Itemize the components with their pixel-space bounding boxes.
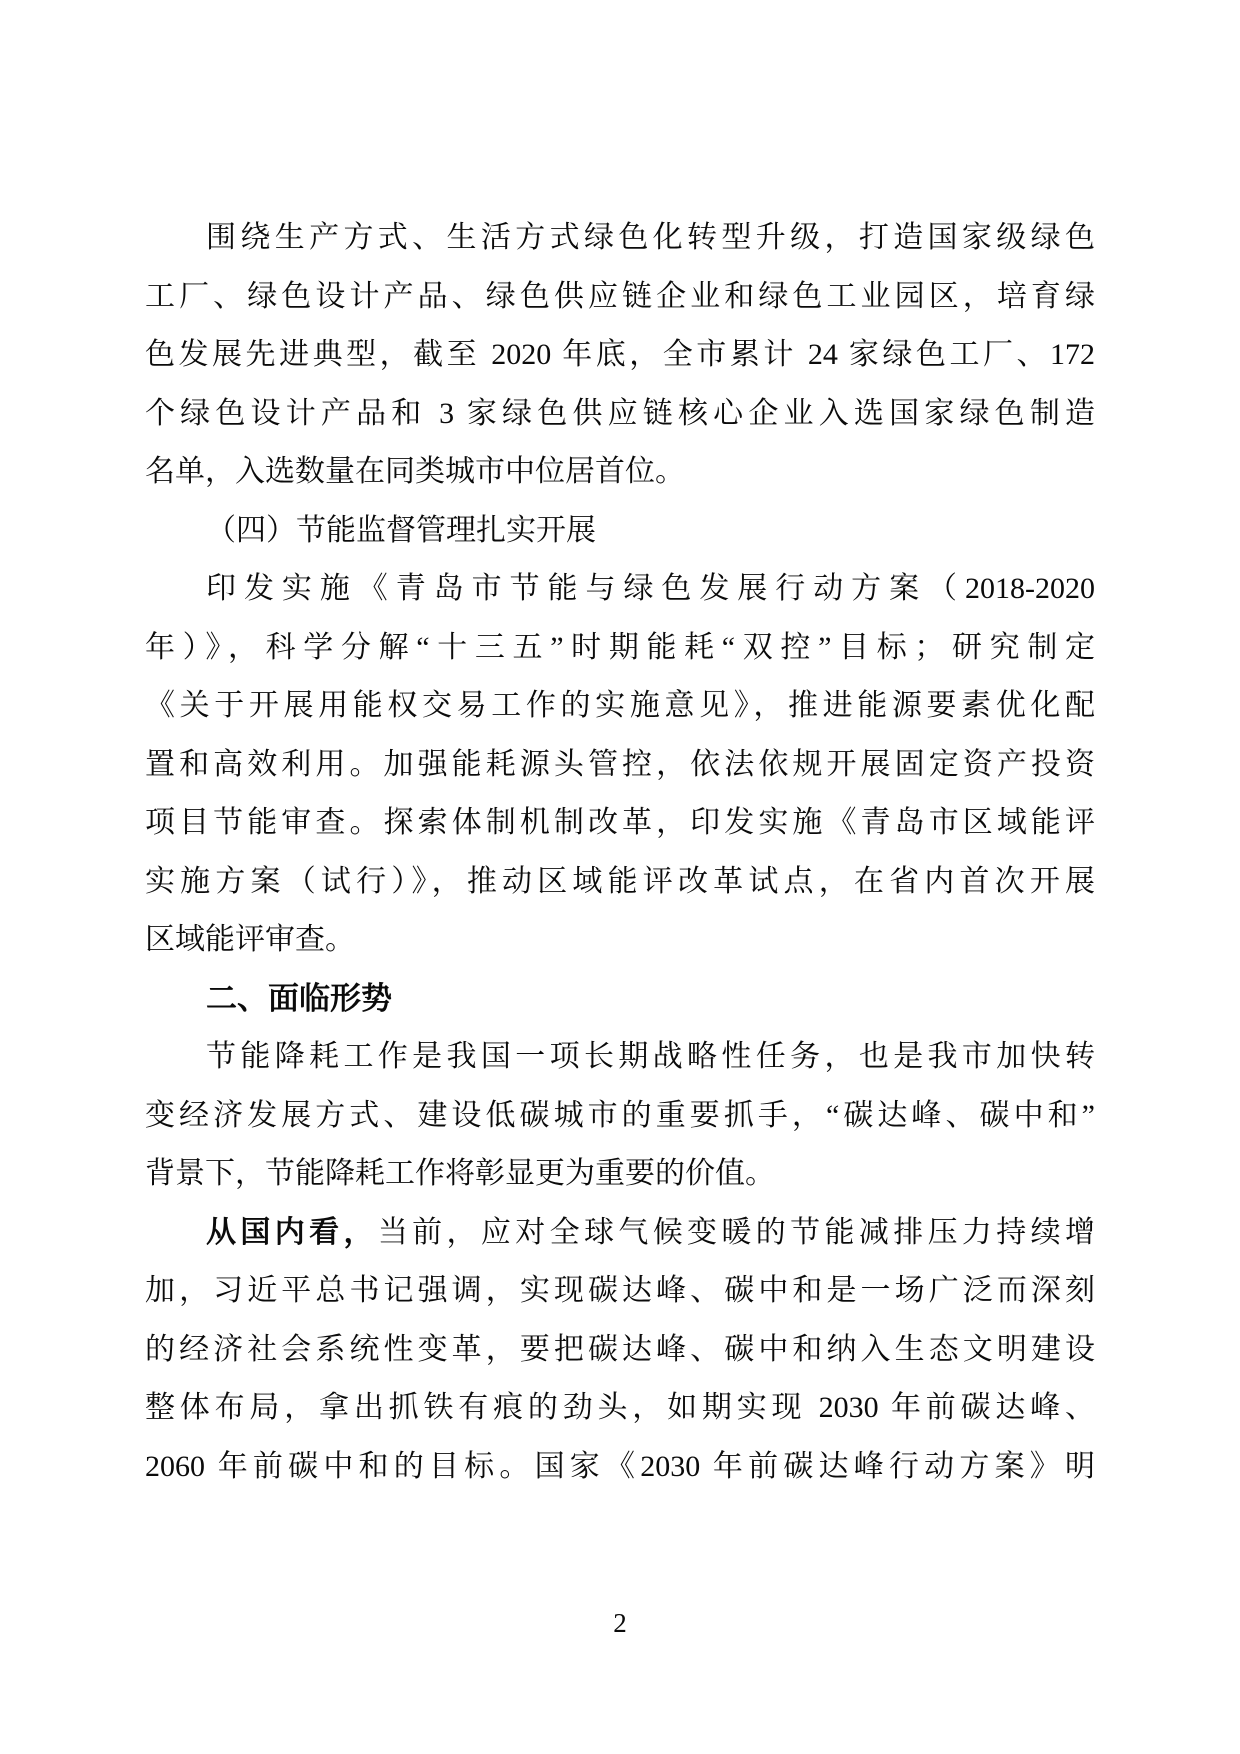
paragraph-line: 2060 年前碳中和的目标。国家《2030 年前碳达峰行动方案》明 [145, 1449, 1095, 1483]
paragraph-line: 印发实施《青岛市节能与绿色发展行动方案（2018-2020 [206, 572, 1095, 605]
paragraph-line: 置和高效利用。加强能耗源头管控，依法依规开展固定资产投资 [145, 747, 1095, 781]
paragraph-line: 年）》，科学分解“十三五”时期能耗“双控”目标；研究制定 [145, 630, 1095, 664]
bold-lead-text: 从国内看， [206, 1215, 378, 1249]
paragraph-line: 工厂、绿色设计产品、绿色供应链企业和绿色工业园区，培育绿 [145, 279, 1095, 313]
paragraph-line: 区域能评审查。 [145, 923, 355, 956]
paragraph-line: 整体布局，拿出抓铁有痕的劲头，如期实现 2030 年前碳达峰、 [145, 1391, 1095, 1424]
paragraph-line: 节能降耗工作是我国一项长期战略性任务，也是我市加快转 [206, 1040, 1095, 1073]
paragraph-line: 色发展先进典型，截至 2020 年底，全市累计 24 家绿色工厂、172 [145, 338, 1095, 371]
paragraph-line: 实施方案（试行）》，推动区域能评改革试点，在省内首次开展 [145, 864, 1095, 898]
paragraph-line: 加，习近平总书记强调，实现碳达峰、碳中和是一场广泛而深刻 [145, 1274, 1095, 1307]
paragraph-line: 项目节能审查。探索体制机制改革，印发实施《青岛市区域能评 [145, 806, 1095, 839]
document-body [145, 209, 1095, 1496]
section-heading-2: 二、面临形势 [206, 980, 392, 1016]
paragraph-line: 《关于开展用能权交易工作的实施意见》，推进能源要素优化配 [145, 689, 1095, 722]
paragraph-line: 变经济发展方式、建设低碳城市的重要抓手，“碳达峰、碳中和” [145, 1098, 1095, 1132]
paragraph-line: 个绿色设计产品和 3 家绿色供应链核心企业入选国家绿色制造 [145, 396, 1095, 430]
paragraph-line: 围绕生产方式、生活方式绿色化转型升级，打造国家级绿色 [206, 221, 1095, 254]
page-number: 2 [613, 1608, 627, 1638]
paragraph-line: 从国内看，当前，应对全球气候变暖的节能减排压力持续增 [206, 1215, 1096, 1249]
paragraph-line: 的经济社会系统性变革，要把碳达峰、碳中和纳入生态文明建设 [145, 1332, 1095, 1366]
section-heading-4: （四）节能监督管理扎实开展 [206, 513, 596, 547]
paragraph-line: 名单，入选数量在同类城市中位居首位。 [145, 455, 685, 488]
paragraph-line: 背景下，节能降耗工作将彰显更为重要的价值。 [145, 1157, 775, 1190]
